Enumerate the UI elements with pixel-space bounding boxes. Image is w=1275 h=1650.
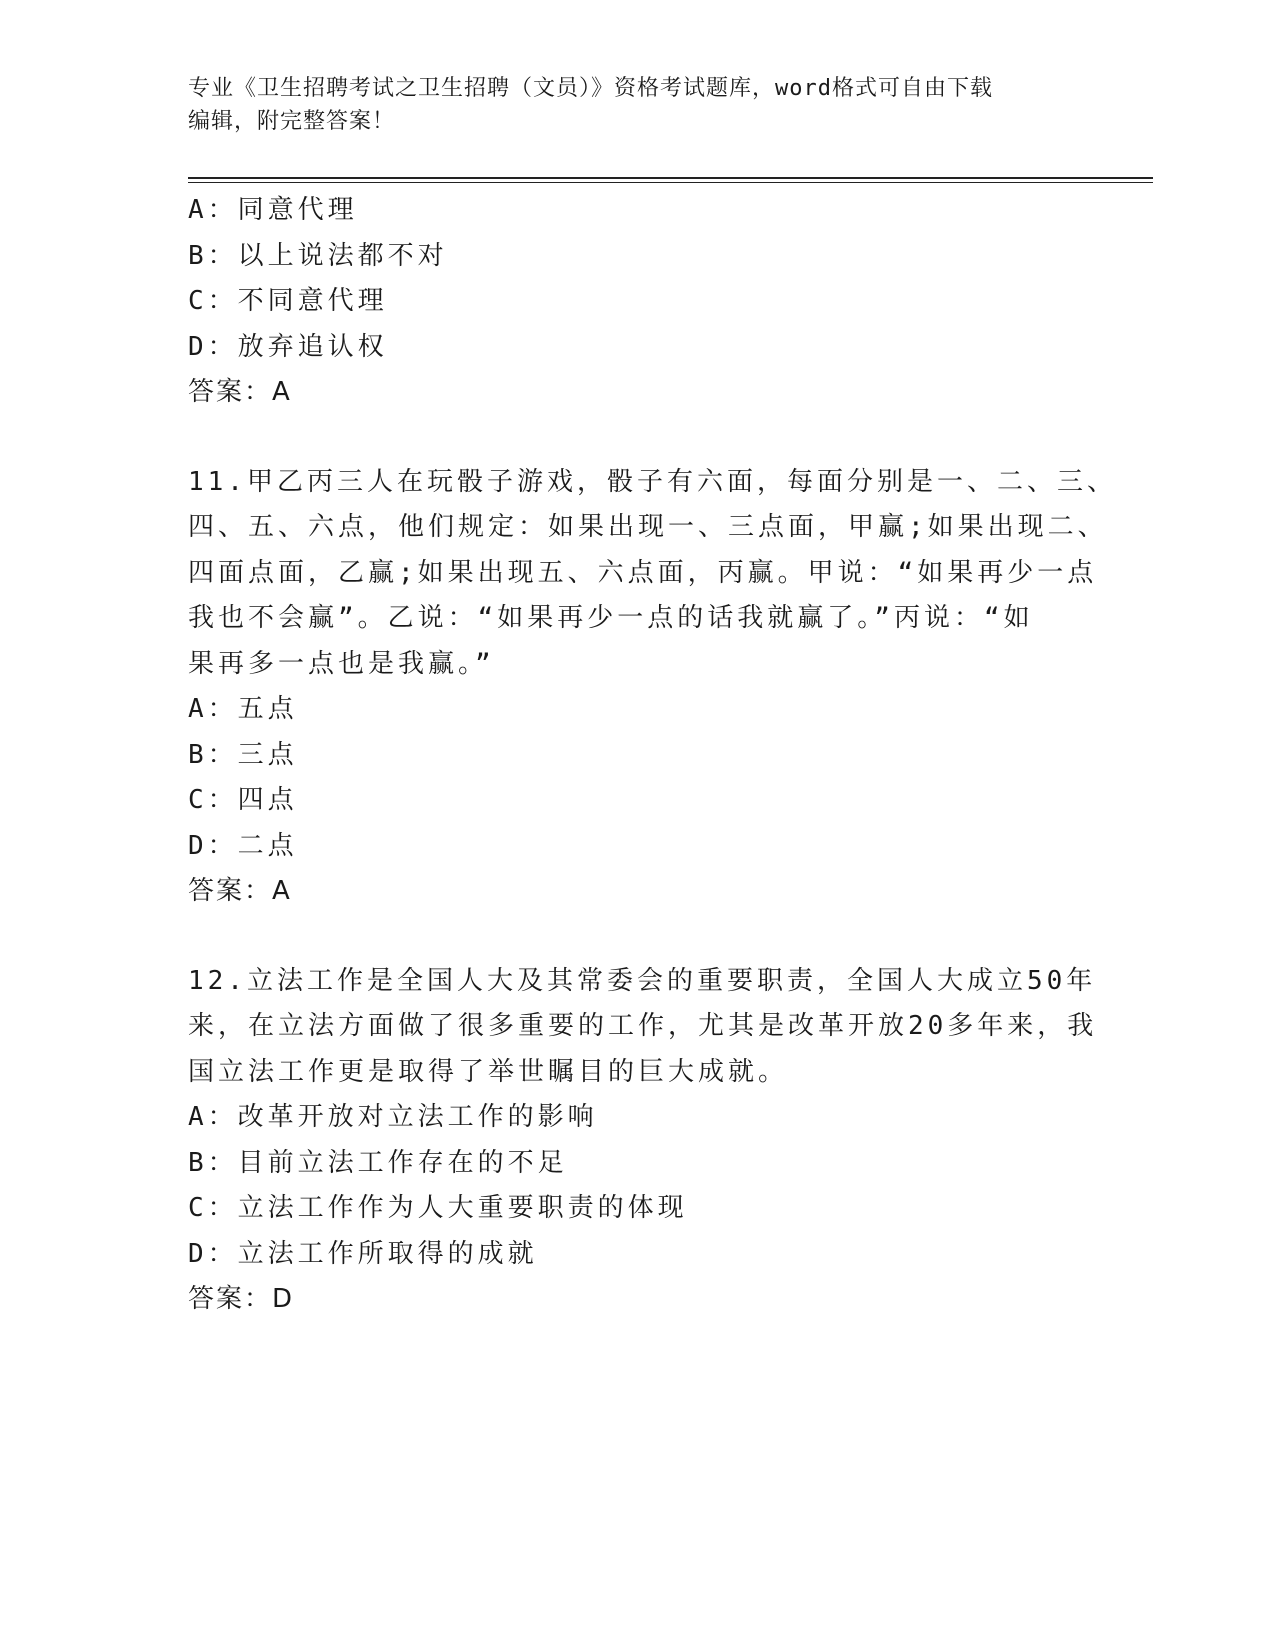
q11-answer: 答案：A — [188, 876, 292, 906]
header-divider-thick — [188, 177, 1153, 179]
q12-stem-line-3: 国立法工作更是取得了举世瞩目的巨大成就。 — [188, 1056, 789, 1087]
q10-option-a: A：同意代理 — [188, 195, 358, 225]
q11-stem-line-1: 11.甲乙丙三人在玩骰子游戏，骰子有六面，每面分别是一、二、三、 — [188, 466, 1117, 497]
question-11-block — [188, 460, 1117, 915]
q11-stem-line-3: 四面点面，乙赢;如果出现五、六点面，丙赢。甲说：“如果再少一点 — [188, 557, 1098, 588]
q11-option-d: D：二点 — [188, 830, 298, 861]
header-divider-thin — [188, 182, 1153, 183]
q10-option-c: C：不同意代理 — [188, 286, 388, 316]
q10-answer: 答案：A — [188, 377, 292, 407]
q12-option-a: A：改革开放对立法工作的影响 — [188, 1102, 598, 1132]
q11-option-c: C：四点 — [188, 785, 298, 815]
q12-option-d: D：立法工作所取得的成就 — [188, 1238, 538, 1269]
q11-stem-line-2: 四、五、六点，他们规定：如果出现一、三点面，甲赢;如果出现二、 — [188, 512, 1108, 542]
q12-answer: 答案：D — [188, 1284, 295, 1314]
q12-stem-line-1: 12.立法工作是全国人大及其常委会的重要职责，全国人大成立50年 — [188, 965, 1097, 996]
q12-stem-line-2: 来，在立法方面做了很多重要的工作，尤其是改革开放20多年来，我 — [188, 1011, 1098, 1041]
q10-option-d: D：放弃追认权 — [188, 331, 388, 362]
question-content — [188, 188, 1117, 1323]
header-line-2: 编辑，附完整答案！ — [188, 109, 396, 134]
document-header — [188, 72, 1088, 138]
q12-option-b: B：目前立法工作存在的不足 — [188, 1147, 568, 1178]
header-line-1: 专业《卫生招聘考试之卫生招聘（文员）》资格考试题库，word格式可自由下载 — [188, 76, 993, 101]
question-10-block — [188, 188, 1088, 416]
q11-stem-line-5: 果再多一点也是我赢。” — [188, 648, 495, 679]
q12-option-c: C：立法工作作为人大重要职责的体现 — [188, 1193, 688, 1223]
q11-stem-line-4: 我也不会赢”。乙说：“如果再少一点的话我就赢了。”丙说：“如 — [188, 603, 1034, 633]
q10-option-b: B：以上说法都不对 — [188, 240, 448, 271]
q11-option-b: B：三点 — [188, 739, 298, 770]
q11-option-a: A：五点 — [188, 694, 298, 724]
question-12-block — [188, 959, 1098, 1323]
